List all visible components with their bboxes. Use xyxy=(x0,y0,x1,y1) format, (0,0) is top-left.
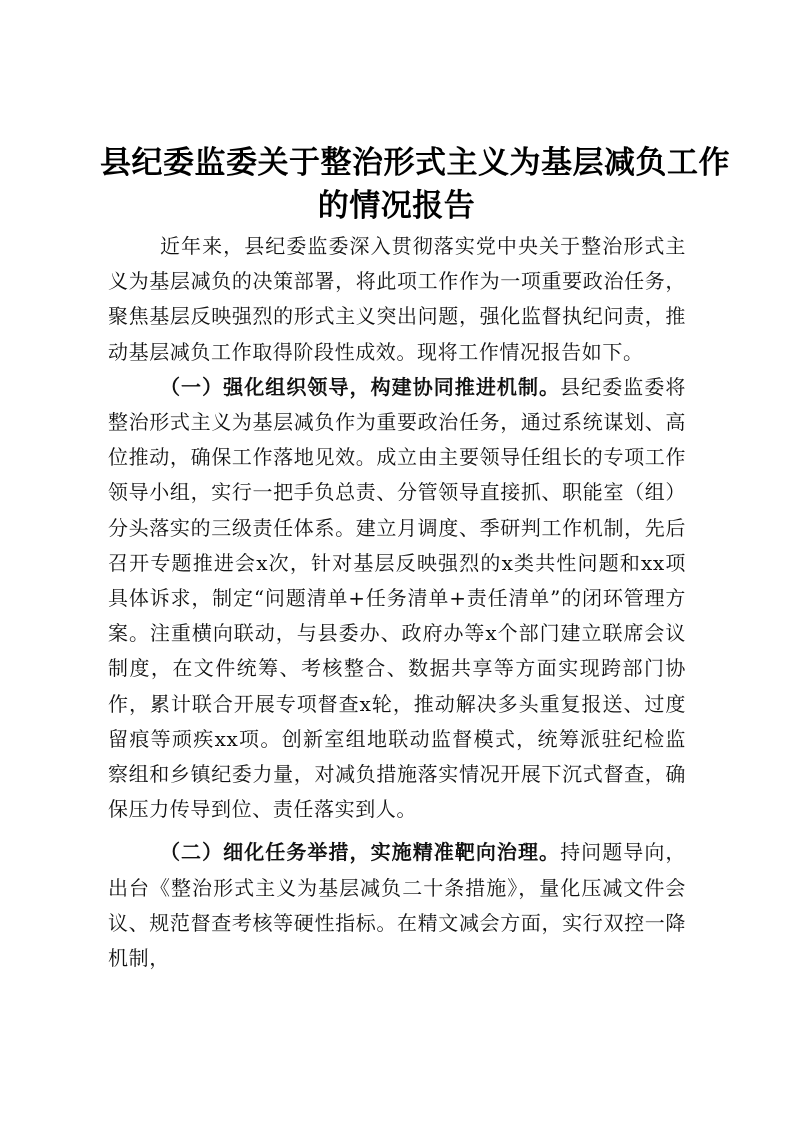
section-1-heading: （一）强化组织领导，构建协同推进机制。 xyxy=(160,374,561,399)
document-body xyxy=(108,229,686,976)
document-title xyxy=(100,142,730,228)
section-2-heading: （二）细化任务举措，实施精准靶向治理。 xyxy=(160,840,561,865)
section-2-paragraph xyxy=(108,835,686,976)
section-2-text: 持问题导向，出台《整治形式主义为基层减负二十条措施》，量化压减文件会议、规范督查考核等硬性指标。在精文减会方面，实行双控一降机制， xyxy=(108,840,686,971)
title-line-2: 的情况报告 xyxy=(317,188,476,224)
intro-paragraph: 近年来，县纪委监委深入贯彻落实党中央关于整治形式主义为基层减负的决策部署，将此项工作作为一项重要政治任务，聚焦基层反映强烈的形式主义突出问题，强化监督执纪问责，推动基层减负工作取得阶段性成效。现将工作情况报告如下。 xyxy=(108,234,686,364)
title-line-1: 县纪委监委关于整治形式主义为基层减负工作 xyxy=(100,145,730,181)
section-1-paragraph xyxy=(108,370,686,828)
section-1-text: 县纪委监委将整治形式主义为基层减负作为重要政治任务，通过系统谋划、高位推动，确保工作落地见效。成立由主要领导任组长的专项工作领导小组，实行一把手负总责、分管领导直接抓、职能室（组）分头落实的三级责任体系。建立月调度、季研判工作机制，先后召开专题推进会x次，针对基层反映强烈的x类共性问题和xx项具体诉求，制定“问题清单+任务清单+责任清单”的闭环管理方案。注重横向联动，与县委办、政府办等x个部门建立联席会议制度，在文件统筹、考核整合、数据共享等方面实现跨部门协作，累计联合开展专项督查x轮，推动解决多头重复报送、过度留痕等顽疾xx项。创新室组地联动监督模式，统筹派驻纪检监察组和乡镇纪委力量，对减负措施落实情况开展下沉式督查，确保压力传导到位、责任落实到人。 xyxy=(108,374,686,822)
